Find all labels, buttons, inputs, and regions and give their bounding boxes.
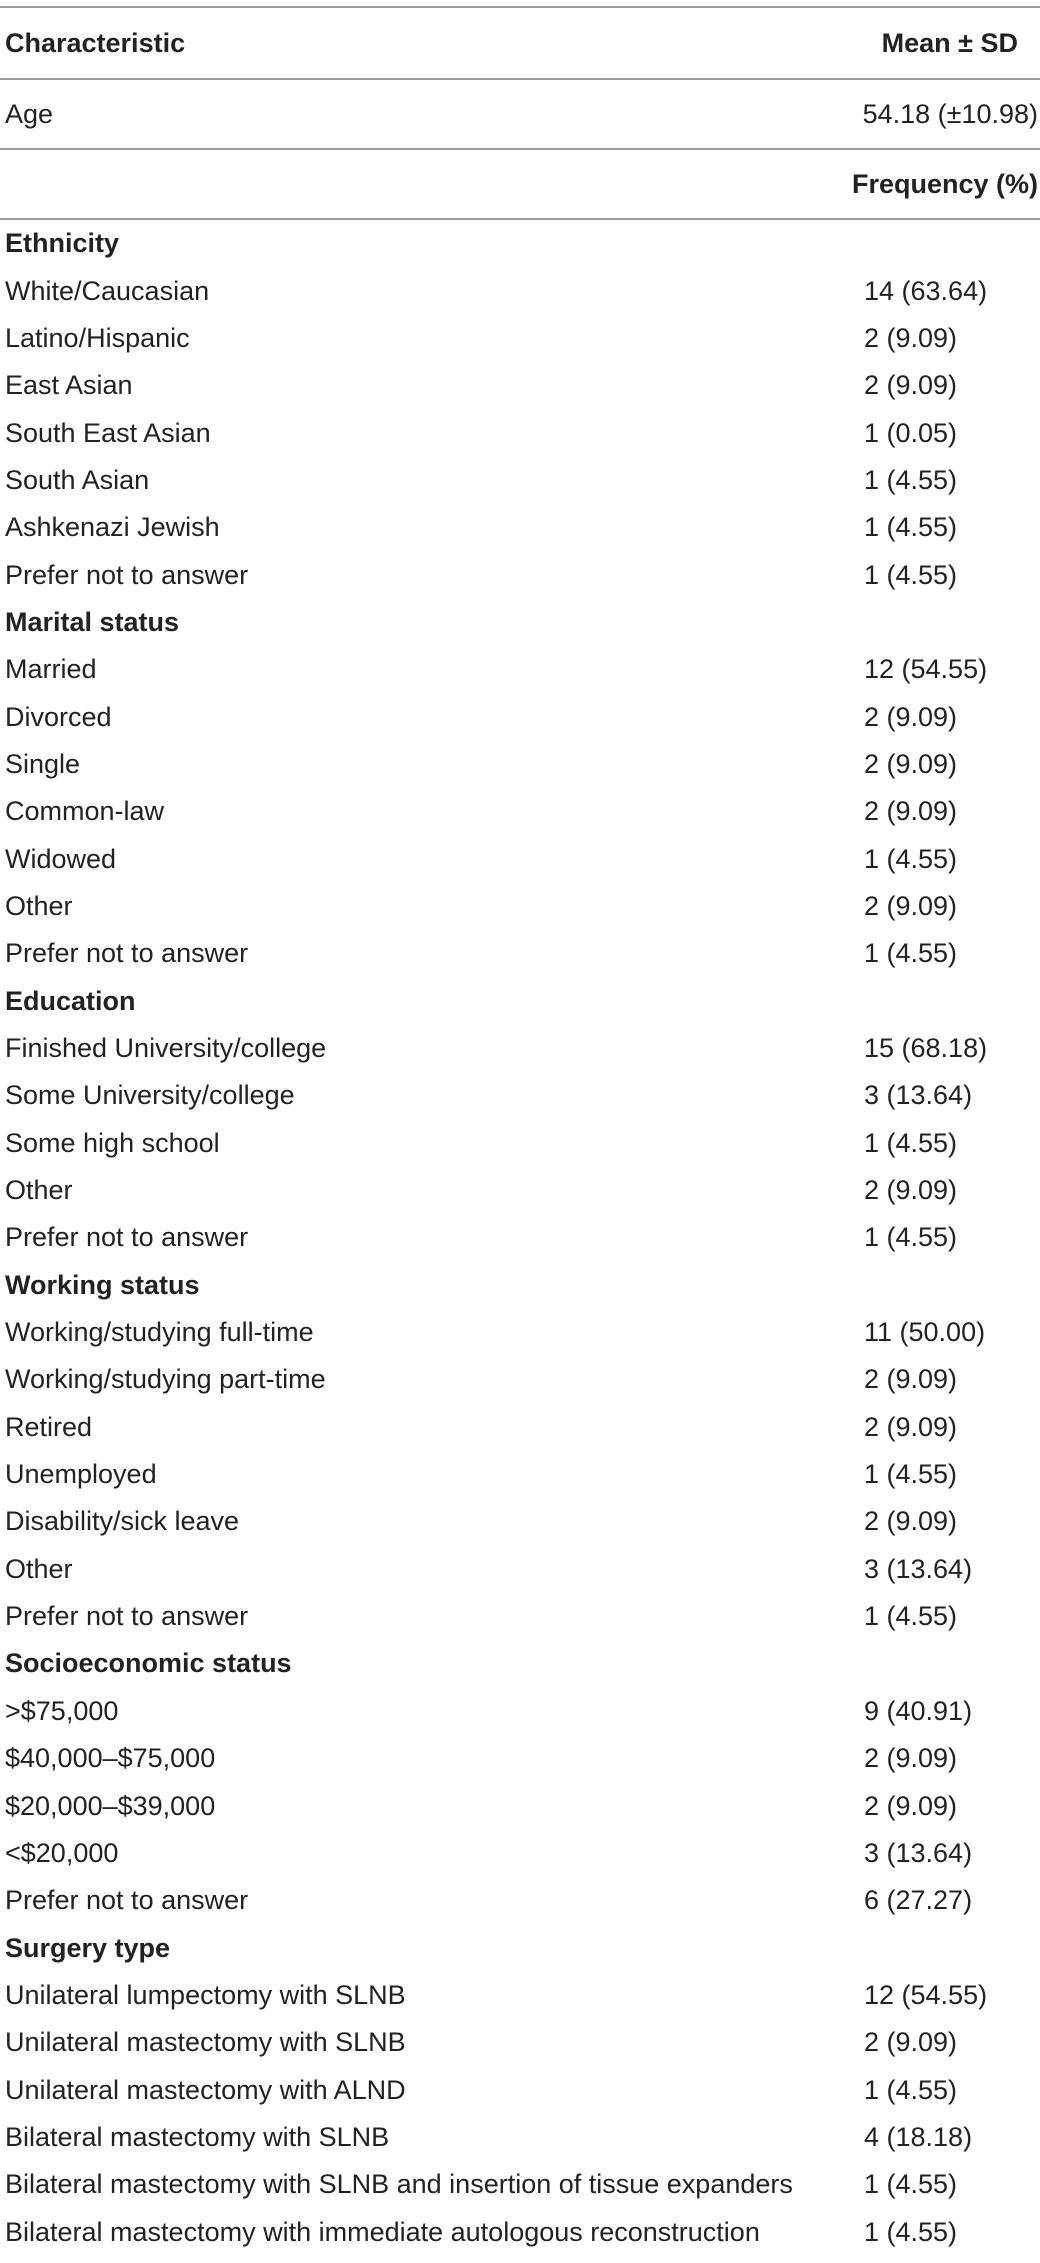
row-frequency: 1 (4.55)	[864, 512, 958, 543]
section-heading	[0, 978, 1040, 1025]
table-row	[0, 1167, 1040, 1214]
row-frequency: 11 (50.00)	[864, 1317, 986, 1348]
row-label: Latino/Hispanic	[5, 322, 190, 353]
row-frequency: 1 (4.55)	[864, 2216, 958, 2247]
row-frequency: 1 (4.55)	[864, 464, 958, 495]
table-body	[0, 220, 1040, 2256]
section-title: Working status	[5, 1269, 200, 1300]
table-row	[0, 741, 1040, 788]
table-row	[0, 1404, 1040, 1451]
header-row	[0, 8, 1040, 78]
table-row	[0, 693, 1040, 740]
row-label: Working/studying part-time	[5, 1364, 326, 1395]
table-row	[0, 457, 1040, 504]
row-label: Bilateral mastectomy with SLNB and insertion of tissue expanders	[5, 2169, 793, 2200]
age-value: 54.18 (±10.98)	[862, 98, 1038, 129]
row-frequency: 1 (4.55)	[864, 2074, 958, 2105]
row-frequency: 2 (9.09)	[864, 370, 958, 401]
row-label: Finished University/college	[5, 1033, 327, 1064]
table-row	[0, 1214, 1040, 1261]
row-frequency: 12 (54.55)	[864, 1979, 988, 2010]
row-frequency: 2 (9.09)	[864, 701, 958, 732]
table-row	[0, 883, 1040, 930]
table-row	[0, 1972, 1040, 2019]
table-row	[0, 835, 1040, 882]
row-label: Bilateral mastectomy with SLNB	[5, 2121, 390, 2152]
row-label: East Asian	[5, 370, 133, 401]
table-row	[0, 1688, 1040, 1735]
table-row	[0, 2066, 1040, 2113]
row-label: Other	[5, 1175, 73, 1206]
row-label: Prefer not to answer	[5, 938, 249, 969]
row-frequency: 9 (40.91)	[864, 1695, 973, 1726]
table-row	[0, 1830, 1040, 1877]
row-frequency: 2 (9.09)	[864, 1743, 958, 1774]
age-label: Age	[5, 98, 54, 129]
row-frequency: 2 (9.09)	[864, 1506, 958, 1537]
table-row	[0, 1356, 1040, 1403]
row-label: Retired	[5, 1411, 93, 1442]
table-row	[0, 1782, 1040, 1829]
section-title: Ethnicity	[5, 228, 120, 259]
table-row	[0, 315, 1040, 362]
row-label: $20,000–$39,000	[5, 1790, 216, 1821]
row-frequency: 1 (4.55)	[864, 1222, 958, 1253]
row-frequency: 1 (4.55)	[864, 1127, 958, 1158]
table-row	[0, 1877, 1040, 1924]
row-frequency: 14 (63.64)	[864, 275, 988, 306]
row-frequency: 1 (4.55)	[864, 843, 958, 874]
col-mean-sd-header: Mean ± SD	[881, 27, 1018, 58]
row-label: Some high school	[5, 1127, 220, 1158]
row-label: Working/studying full-time	[5, 1317, 314, 1348]
row-label: Some University/college	[5, 1080, 295, 1111]
table-row	[0, 1120, 1040, 1167]
row-label: Unemployed	[5, 1459, 157, 1490]
row-frequency: 1 (4.55)	[864, 1459, 958, 1490]
table-row	[0, 551, 1040, 598]
row-frequency: 2 (9.09)	[864, 1364, 958, 1395]
row-frequency: 2 (9.09)	[864, 1175, 958, 1206]
row-frequency: 6 (27.27)	[864, 1885, 973, 1916]
table-row	[0, 2161, 1040, 2208]
row-frequency: 2 (9.09)	[864, 890, 958, 921]
row-frequency: 12 (54.55)	[864, 654, 988, 685]
row-frequency: 1 (4.55)	[864, 1601, 958, 1632]
row-label: $40,000–$75,000	[5, 1743, 216, 1774]
row-frequency: 2 (9.09)	[864, 322, 958, 353]
row-frequency: 2 (9.09)	[864, 748, 958, 779]
row-label: Unilateral mastectomy with ALND	[5, 2074, 406, 2105]
frequency-header: Frequency (%)	[851, 168, 1038, 199]
col-characteristic-header: Characteristic	[5, 27, 186, 58]
row-frequency: 3 (13.64)	[864, 1837, 973, 1868]
section-title: Socioeconomic status	[5, 1648, 292, 1679]
table-row	[0, 267, 1040, 314]
table-row	[0, 409, 1040, 456]
table-row	[0, 1593, 1040, 1640]
row-label: Married	[5, 654, 97, 685]
row-frequency: 3 (13.64)	[864, 1553, 973, 1584]
row-frequency: 2 (9.09)	[864, 2027, 958, 2058]
table-row	[0, 2019, 1040, 2066]
section-heading	[0, 1262, 1040, 1309]
row-label: South Asian	[5, 464, 150, 495]
row-label: White/Caucasian	[5, 275, 210, 306]
section-title: Marital status	[5, 606, 180, 637]
table-row	[0, 1025, 1040, 1072]
row-label: Single	[5, 748, 81, 779]
row-frequency: 2 (9.09)	[864, 1411, 958, 1442]
table-row	[0, 1072, 1040, 1119]
row-label: Ashkenazi Jewish	[5, 512, 220, 543]
table-row	[0, 2208, 1040, 2255]
row-label: Widowed	[5, 843, 117, 874]
row-label: Prefer not to answer	[5, 559, 249, 590]
row-label: Prefer not to answer	[5, 1222, 249, 1253]
row-label: Other	[5, 1553, 73, 1584]
row-frequency: 1 (0.05)	[864, 417, 958, 448]
table-row	[0, 1735, 1040, 1782]
table-row	[0, 1451, 1040, 1498]
row-label: Common-law	[5, 796, 165, 827]
table-row	[0, 1309, 1040, 1356]
section-heading	[0, 1924, 1040, 1971]
row-frequency: 2 (9.09)	[864, 796, 958, 827]
table-row	[0, 362, 1040, 409]
row-label: Other	[5, 890, 73, 921]
frequency-header-row	[0, 150, 1040, 218]
section-title: Education	[5, 985, 136, 1016]
row-frequency: 4 (18.18)	[864, 2121, 973, 2152]
row-frequency: 2 (9.09)	[864, 1790, 958, 1821]
demographics-table	[0, 6, 1040, 2256]
row-label: Divorced	[5, 701, 112, 732]
row-label: >$75,000	[5, 1695, 119, 1726]
row-label: <$20,000	[5, 1837, 119, 1868]
row-frequency: 1 (4.55)	[864, 559, 958, 590]
section-heading	[0, 220, 1040, 267]
row-frequency: 15 (68.18)	[864, 1033, 988, 1064]
row-label: Prefer not to answer	[5, 1601, 249, 1632]
row-label: Prefer not to answer	[5, 1885, 249, 1916]
row-label: Disability/sick leave	[5, 1506, 240, 1537]
table-row	[0, 788, 1040, 835]
section-heading	[0, 599, 1040, 646]
table-row	[0, 1546, 1040, 1593]
table-row	[0, 504, 1040, 551]
row-label: Bilateral mastectomy with immediate autologous reconstruction	[5, 2216, 760, 2247]
age-row	[0, 80, 1040, 148]
row-label: South East Asian	[5, 417, 211, 448]
row-frequency: 1 (4.55)	[864, 938, 958, 969]
section-title: Surgery type	[5, 1932, 171, 1963]
section-heading	[0, 1640, 1040, 1687]
row-frequency: 3 (13.64)	[864, 1080, 973, 1111]
table-row	[0, 1498, 1040, 1545]
row-label: Unilateral mastectomy with SLNB	[5, 2027, 406, 2058]
row-label: Unilateral lumpectomy with SLNB	[5, 1979, 406, 2010]
table-row	[0, 930, 1040, 977]
row-frequency: 1 (4.55)	[864, 2169, 958, 2200]
table-row	[0, 646, 1040, 693]
table-row	[0, 2114, 1040, 2161]
